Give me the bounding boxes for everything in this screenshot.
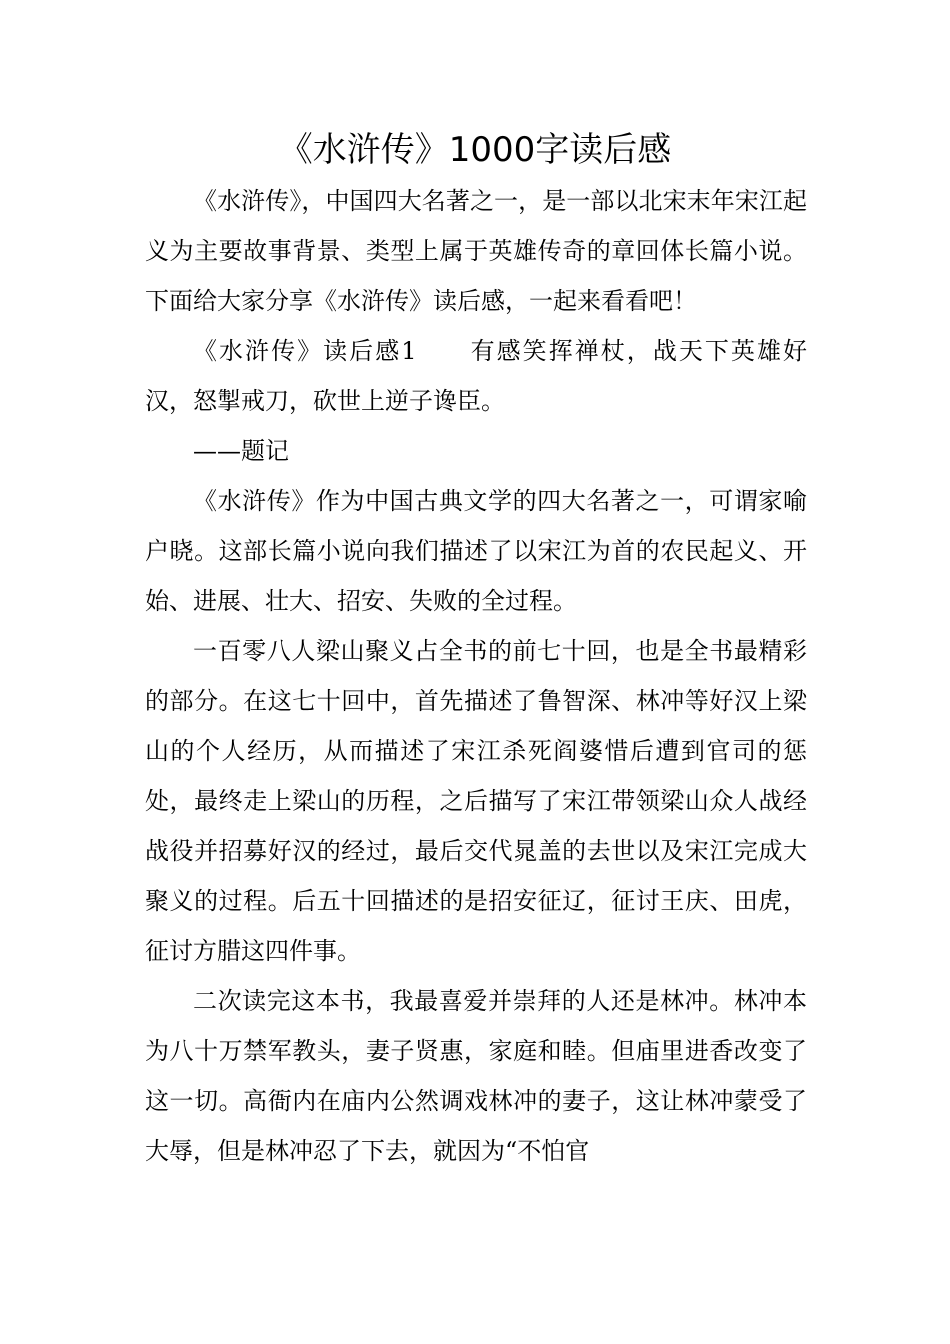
paragraph-summary: 一百零八人梁山聚义占全书的前七十回，也是全书最精彩的部分。在这七十回中，首先描述了鲁智深、林冲等好汉上梁山的个人经历，从而描述了宋江杀死阎婆惜后遭到官司的惩处，最终走上梁山的历程，之后描写了宋江带领梁山众人战经战役并招募好汉的经过，最后交代晁盖的去世以及宋江完成大聚义的过程。后五十回描述的是招安征辽，征讨王庆、田虎，征讨方腊这四件事。 xyxy=(145,637,807,965)
document-title: 《水浒传》1000字读后感 xyxy=(278,130,672,170)
document-body xyxy=(145,176,807,1176)
paragraph-epigraph: ——题记 xyxy=(193,437,289,465)
paragraph-lin-chong: 二次读完这本书，我最喜爱并崇拜的人还是林冲。林冲本为八十万禁军教头，妻子贤惠，家庭和睦。但庙里进香改变了这一切。高衙内在庙内公然调戏林冲的妻子，这让林冲蒙受了大辱，但是林冲忍了下去，就因为“不怕官 xyxy=(145,987,807,1165)
paragraph-intro: 《水浒传》，中国四大名著之一，是一部以北宋末年宋江起义为主要故事背景、类型上属于英雄传奇的章回体长篇小说。下面给大家分享《水浒传》读后感，一起来看看吧！ xyxy=(145,187,807,315)
paragraph-review-heading: 《水浒传》读后感1 有感笑挥禅杖，战天下英雄好汉，怒掣戒刀，砍世上逆子谗臣。 xyxy=(145,337,807,415)
paragraph-overview: 《水浒传》作为中国古典文学的四大名著之一，可谓家喻户晓。这部长篇小说向我们描述了以宋江为首的农民起义、开始、进展、壮大、招安、失败的全过程。 xyxy=(145,487,807,615)
